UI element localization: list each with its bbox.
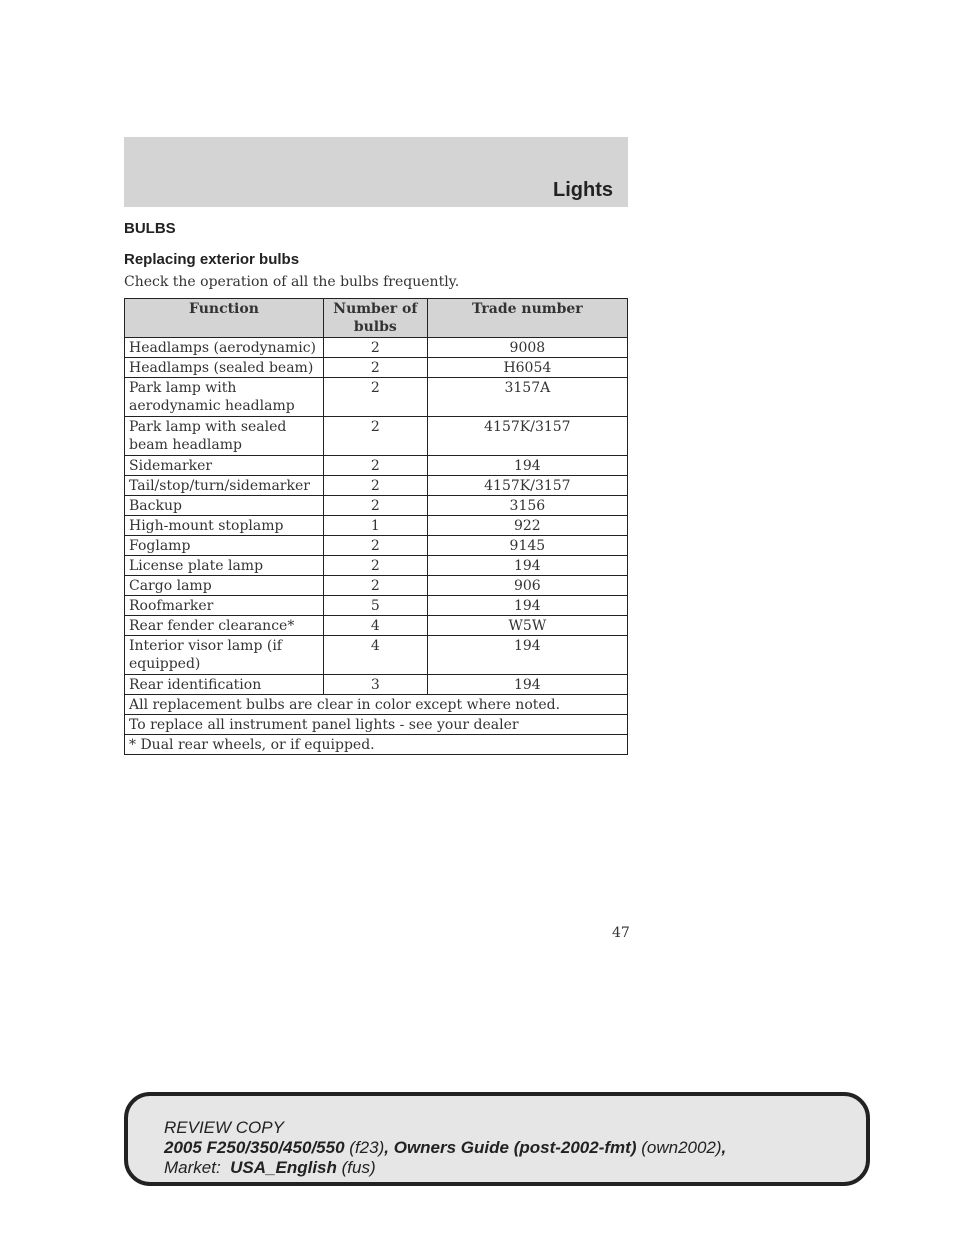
intro-text: Check the operation of all the bulbs frequently. xyxy=(124,274,460,290)
trade-cell: 194 xyxy=(427,596,627,616)
function-cell: Park lamp with aerodynamic headlamp xyxy=(125,378,324,417)
footer-market-code: (fus) xyxy=(341,1158,376,1177)
table-note-row xyxy=(125,735,628,755)
function-cell: Rear fender clearance* xyxy=(125,616,324,636)
trade-cell: W5W xyxy=(427,616,627,636)
count-cell: 4 xyxy=(323,616,427,636)
trade-cell: 194 xyxy=(427,636,627,675)
count-cell: 2 xyxy=(323,576,427,596)
footer-model-line xyxy=(164,1138,726,1158)
section-title: BULBS xyxy=(124,220,176,237)
function-cell: Foglamp xyxy=(125,536,324,556)
trade-cell: 194 xyxy=(427,675,627,695)
count-cell: 4 xyxy=(323,636,427,675)
footer-market-line xyxy=(164,1158,726,1178)
trade-cell: 906 xyxy=(427,576,627,596)
page-number: 47 xyxy=(612,925,630,941)
table-row xyxy=(125,556,628,576)
function-cell: Roofmarker xyxy=(125,596,324,616)
table-note-row xyxy=(125,695,628,715)
count-cell: 2 xyxy=(323,417,427,456)
count-cell: 3 xyxy=(323,675,427,695)
trade-cell: 922 xyxy=(427,516,627,536)
table-row xyxy=(125,516,628,536)
section-header-band xyxy=(124,137,628,207)
function-cell: Headlamps (sealed beam) xyxy=(125,358,324,378)
table-row xyxy=(125,358,628,378)
review-copy-label: REVIEW COPY xyxy=(164,1118,284,1137)
function-cell: Rear identification xyxy=(125,675,324,695)
function-cell: Tail/stop/turn/sidemarker xyxy=(125,476,324,496)
trade-cell: 194 xyxy=(427,456,627,476)
page-title: Lights xyxy=(553,179,613,201)
count-cell: 2 xyxy=(323,378,427,417)
table-row xyxy=(125,456,628,476)
table-row xyxy=(125,616,628,636)
bulb-table xyxy=(124,298,628,755)
table-row xyxy=(125,496,628,516)
trade-cell: H6054 xyxy=(427,358,627,378)
function-cell: Sidemarker xyxy=(125,456,324,476)
table-note-row xyxy=(125,715,628,735)
trade-cell: 4157K/3157 xyxy=(427,417,627,456)
count-cell: 5 xyxy=(323,596,427,616)
table-row xyxy=(125,596,628,616)
function-cell: Interior visor lamp (if equipped) xyxy=(125,636,324,675)
table-row xyxy=(125,417,628,456)
count-cell: 1 xyxy=(323,516,427,536)
count-cell: 2 xyxy=(323,358,427,378)
table-row xyxy=(125,476,628,496)
footer-market-label: Market: xyxy=(164,1158,221,1177)
function-cell: High-mount stoplamp xyxy=(125,516,324,536)
footer-model: 2005 F250/350/450/550 xyxy=(164,1138,345,1157)
table-row xyxy=(125,675,628,695)
count-cell: 2 xyxy=(323,496,427,516)
footer-sep: , xyxy=(384,1138,394,1157)
column-header-number: Number of bulbs xyxy=(323,299,427,338)
column-header-function: Function xyxy=(125,299,324,338)
trade-cell: 3156 xyxy=(427,496,627,516)
trade-cell: 4157K/3157 xyxy=(427,476,627,496)
count-cell: 2 xyxy=(323,338,427,358)
table-note: To replace all instrument panel lights - see your dealer xyxy=(125,715,628,735)
table-row xyxy=(125,378,628,417)
table-row xyxy=(125,576,628,596)
review-copy-footer xyxy=(124,1092,870,1186)
function-cell: Headlamps (aerodynamic) xyxy=(125,338,324,358)
footer-model-code: (f23) xyxy=(349,1138,385,1157)
count-cell: 2 xyxy=(323,476,427,496)
footer-text xyxy=(164,1118,726,1178)
count-cell: 2 xyxy=(323,536,427,556)
table-header-row xyxy=(125,299,628,338)
table-row xyxy=(125,636,628,675)
table-row xyxy=(125,338,628,358)
column-header-trade: Trade number xyxy=(427,299,627,338)
table-note: All replacement bulbs are clear in color except where noted. xyxy=(125,695,628,715)
count-cell: 2 xyxy=(323,556,427,576)
footer-guide: Owners Guide (post-2002-fmt) xyxy=(393,1138,637,1157)
function-cell: Cargo lamp xyxy=(125,576,324,596)
function-cell: License plate lamp xyxy=(125,556,324,576)
count-cell: 2 xyxy=(323,456,427,476)
footer-market: USA_English xyxy=(230,1158,337,1177)
trade-cell: 9145 xyxy=(427,536,627,556)
footer-sep: , xyxy=(721,1138,727,1157)
table-note: * Dual rear wheels, or if equipped. xyxy=(125,735,628,755)
trade-cell: 3157A xyxy=(427,378,627,417)
function-cell: Backup xyxy=(125,496,324,516)
trade-cell: 194 xyxy=(427,556,627,576)
table-row xyxy=(125,536,628,556)
trade-cell: 9008 xyxy=(427,338,627,358)
subsection-title: Replacing exterior bulbs xyxy=(124,251,300,268)
function-cell: Park lamp with sealed beam headlamp xyxy=(125,417,324,456)
footer-guide-code: (own2002) xyxy=(641,1138,722,1157)
